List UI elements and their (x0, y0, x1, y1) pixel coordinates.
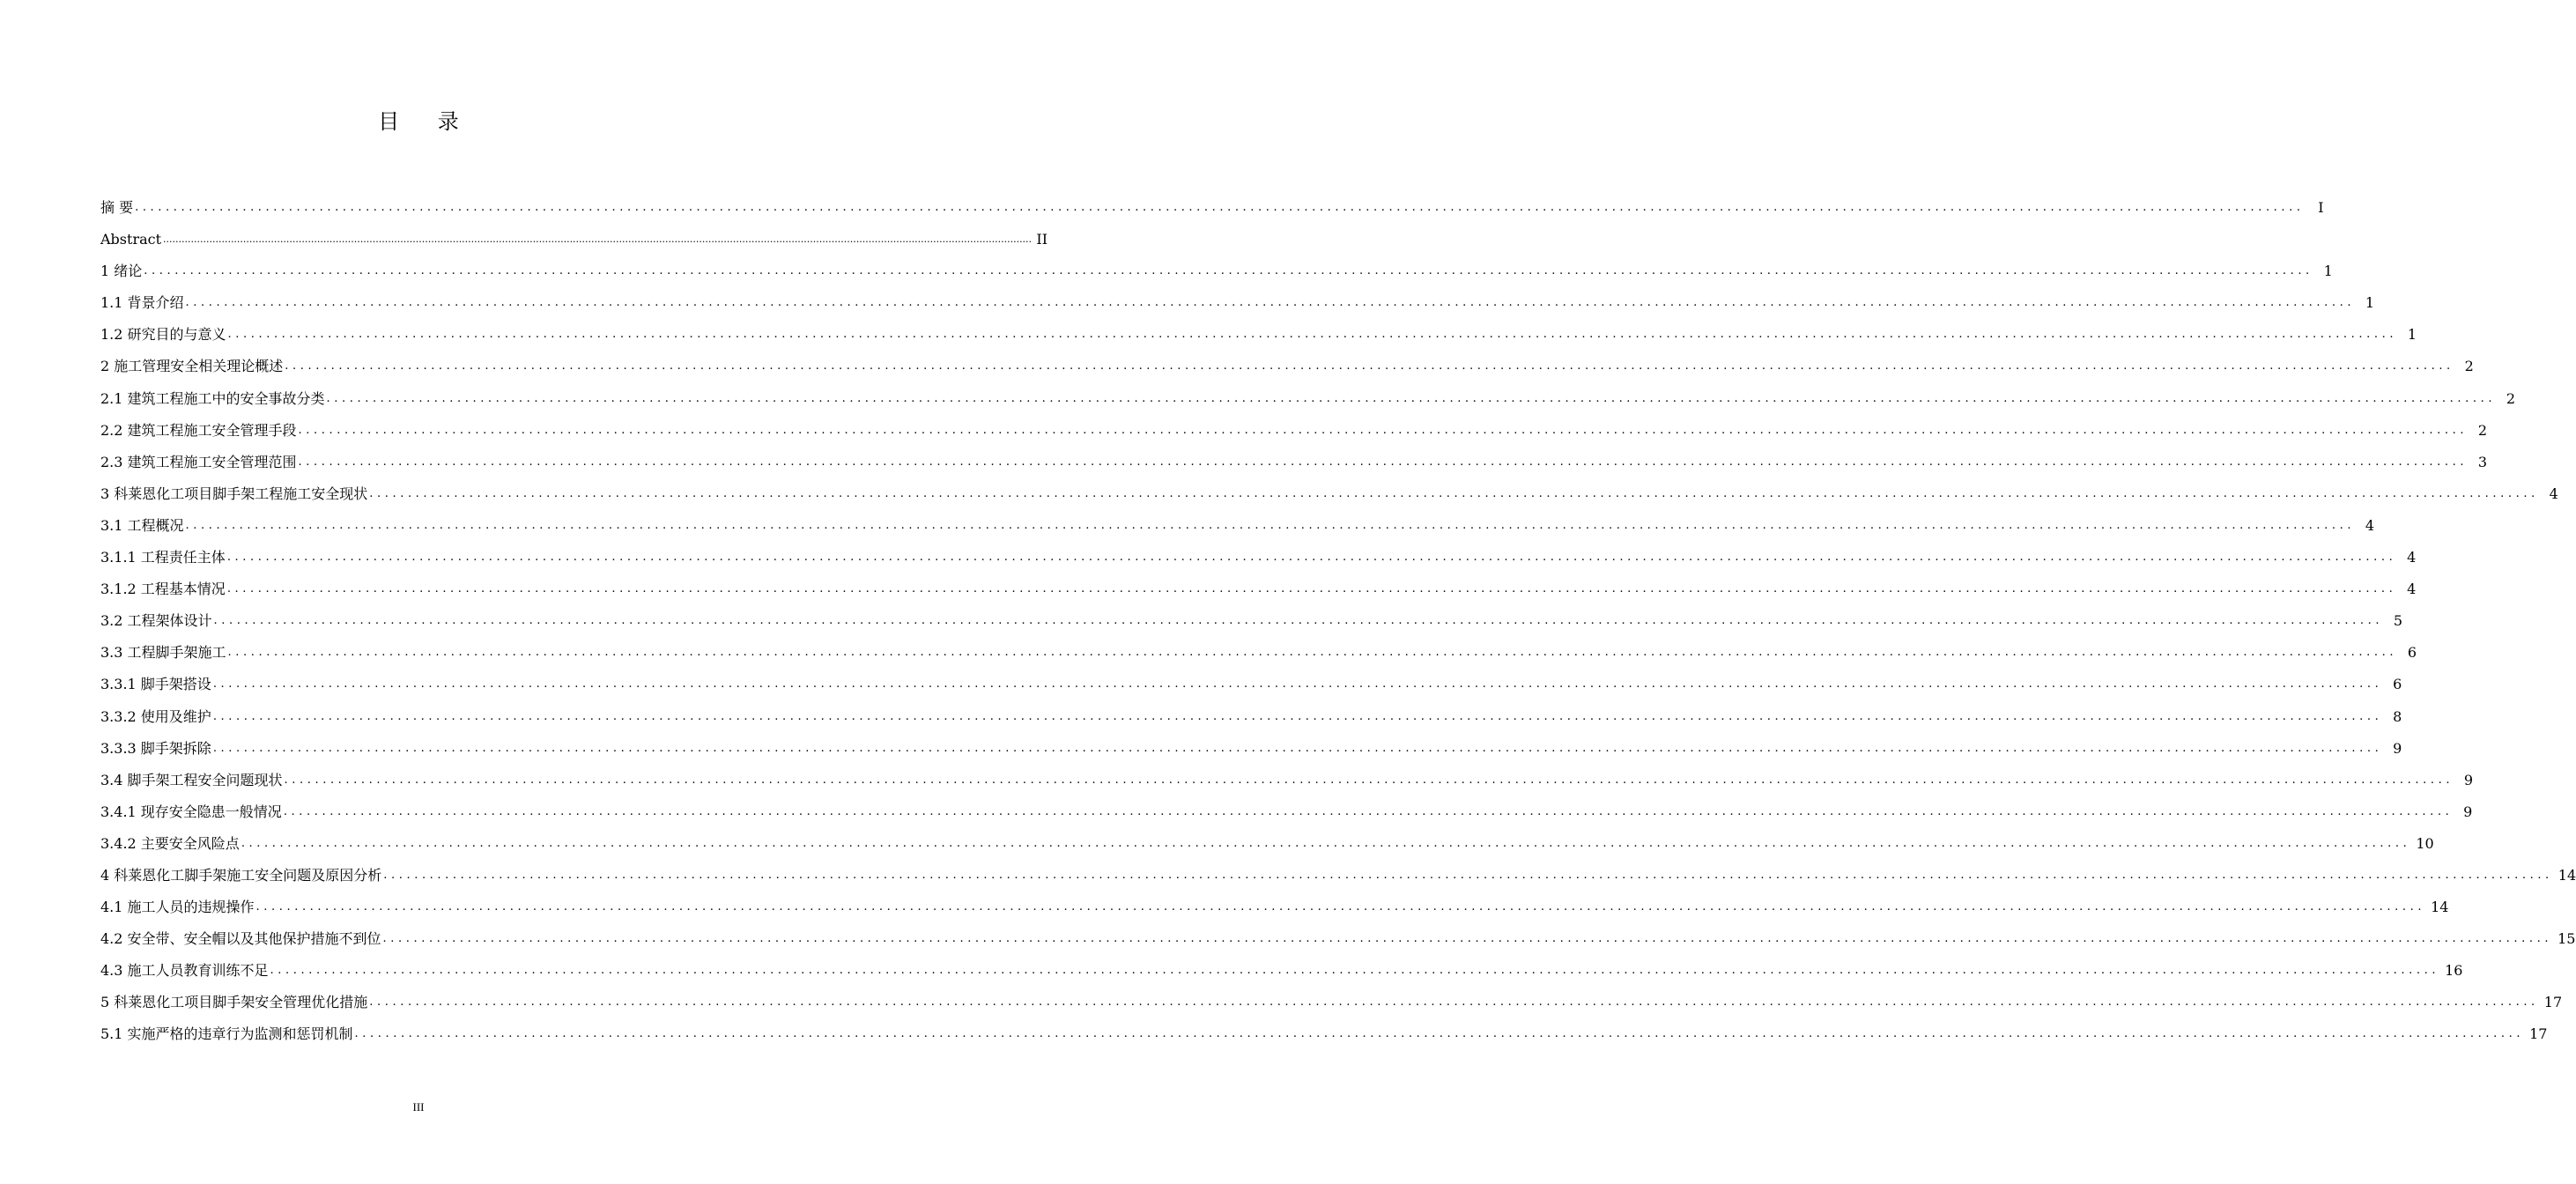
toc-entry[interactable] (100, 693, 2402, 725)
toc-entry-page-number: II (1036, 231, 1048, 248)
toc-entry-label: 1.1 背景介绍 (100, 294, 184, 312)
toc-entry-page-number: 4 (2407, 581, 2417, 598)
toc-entry[interactable] (100, 853, 2576, 884)
toc-leader-dots: .......................................................................................................................................................................................................................................................................................... (326, 391, 2497, 405)
toc-entry-page-number: 17 (2543, 994, 2563, 1011)
toc-leader-dots: .......................................................................................................................................................................................................................................................................................... (226, 551, 2397, 565)
toc-entry-page-number: 14 (2431, 899, 2449, 916)
toc-entry-page-number: 5 (2393, 612, 2403, 630)
toc-entry[interactable] (100, 789, 2473, 821)
toc-entry-label: 3.2 工程架体设计 (100, 612, 212, 630)
toc-entry[interactable] (100, 312, 2417, 344)
toc-entry[interactable] (100, 821, 2434, 853)
toc-leader-dots: .......................................................................................................................................................................................................................................................................................... (270, 964, 2440, 978)
toc-entry-label: Abstract (100, 231, 162, 248)
toc-entry-page-number: 6 (2393, 676, 2402, 693)
toc-entry-label: 4.1 施工人员的违规操作 (100, 899, 255, 916)
toc-entry[interactable] (100, 248, 2333, 280)
toc-leader-dots: .......................................................................................................................................................................................................................................................................................... (255, 900, 2426, 914)
toc-entry-page-number: 14 (2557, 866, 2576, 884)
toc-entry[interactable] (100, 980, 2563, 1011)
toc-entry-page-number: 17 (2529, 1025, 2548, 1043)
toc-entry[interactable] (100, 375, 2516, 407)
toc-entry-label: 4 科莱恩化工脚手架施工安全问题及原因分析 (100, 866, 382, 884)
toc-leader-dots: .......................................................................................................................................................................................................................................................................................... (298, 423, 2469, 437)
toc-entry[interactable] (100, 1011, 2548, 1043)
toc-entry-label: 4.3 施工人员教育训练不足 (100, 962, 269, 980)
toc-entry-page-number: 15 (2557, 930, 2576, 948)
toc-entry-page-number: 2 (2464, 358, 2474, 375)
toc-entry[interactable] (100, 280, 2375, 312)
toc-entry-page-number: 9 (2393, 739, 2402, 757)
toc-entry[interactable] (100, 758, 2474, 789)
toc-entry-page-number: I (2318, 199, 2324, 216)
toc-leader-dots: .......................................................................................................................................................................................................................................................................................... (212, 677, 2383, 692)
toc-entry-label: 1.2 研究目的与意义 (100, 326, 226, 344)
toc-entry-label: 3.1.1 工程责任主体 (100, 549, 226, 566)
toc-entry-page-number: 9 (2463, 771, 2474, 788)
toc-entry-label: 3.3.3 脚手架拆除 (100, 739, 211, 757)
toc-entry-label: 5.1 实施严格的违章行为监测和惩罚机制 (100, 1025, 353, 1043)
toc-leader-dots: .......................................................................................................................................................................................................................................................................................... (241, 836, 2411, 850)
toc-entry-label: 3.1 工程概况 (100, 516, 184, 534)
toc-entry-page-number: 1 (2407, 326, 2417, 344)
toc-entry-page-number: 2 (2477, 421, 2488, 439)
toc-entry[interactable] (100, 408, 2488, 440)
toc-leader-dots: .......................................................................................................................................................................................................................................................................................... (144, 264, 2313, 278)
toc-entry-label: 摘 要 (100, 199, 134, 216)
toc-entry-page-number: 4 (2549, 485, 2558, 502)
toc-leader-dots: .......................................................................................................................................................................................................................................................................................... (163, 233, 1033, 246)
toc-entry-page-number: 1 (2323, 263, 2333, 280)
toc-leader-dots: .......................................................................................................................................................................................................................................................................................... (284, 773, 2454, 787)
toc-leader-dots: .......................................................................................................................................................................................................................................................................................... (369, 486, 2539, 500)
toc-entry-label: 2.1 建筑工程施工中的安全事故分类 (100, 389, 325, 407)
toc-entry-label: 2.2 建筑工程施工安全管理手段 (100, 421, 297, 439)
toc-entry[interactable] (100, 884, 2449, 916)
toc-entry-page-number: 3 (2477, 453, 2488, 470)
toc-entry[interactable] (100, 598, 2403, 630)
toc-entry-page-number: 2 (2506, 389, 2516, 407)
toc-entry[interactable] (100, 630, 2417, 662)
toc-entry-label: 2 施工管理安全相关理论概述 (100, 358, 284, 375)
toc-leader-dots: .......................................................................................................................................................................................................................................................................................... (369, 995, 2539, 1010)
toc-leader-dots: .......................................................................................................................................................................................................................................................................................... (298, 455, 2469, 469)
toc-leader-dots: .......................................................................................................................................................................................................................................................................................... (185, 296, 2356, 310)
toc-entry-label: 2.3 建筑工程施工安全管理范围 (100, 453, 297, 470)
toc-entry-label: 3.1.2 工程基本情况 (100, 581, 226, 598)
toc-entry-page-number: 6 (2407, 644, 2417, 662)
toc-leader-dots: .......................................................................................................................................................................................................................................................................................... (226, 582, 2397, 596)
toc-entry-label: 3.4 脚手架工程安全问题现状 (100, 771, 283, 788)
toc-entry-label: 3.3.2 使用及维护 (100, 707, 211, 725)
toc-leader-dots: .......................................................................................................................................................................................................................................................................................... (285, 359, 2454, 374)
toc-entry-page-number: 4 (2365, 516, 2375, 534)
toc-entry-page-number: 9 (2463, 803, 2473, 820)
toc-entry-label: 3.4.2 主要安全风险点 (100, 834, 240, 852)
toc-entry[interactable] (100, 662, 2402, 693)
toc-leader-dots: .......................................................................................................................................................................................................................................................................................... (383, 868, 2553, 882)
toc-leader-dots: .......................................................................................................................................................................................................................................................................................... (227, 328, 2398, 342)
toc-entry[interactable] (100, 344, 2474, 375)
toc-entry-page-number: 4 (2407, 549, 2417, 566)
toc-leader-dots: .......................................................................................................................................................................................................................................................................................... (227, 646, 2398, 660)
toc-leader-dots: .......................................................................................................................................................................................................................................................................................... (213, 614, 2384, 628)
table-of-contents (100, 181, 2576, 1043)
toc-entry-label: 3 科莱恩化工项目脚手架工程施工安全现状 (100, 485, 368, 502)
toc-leader-dots: .......................................................................................................................................................................................................................................................................................... (212, 741, 2383, 755)
toc-entry-label: 3.4.1 现存安全隐患一般情况 (100, 803, 282, 820)
toc-entry-page-number: 10 (2416, 834, 2434, 852)
toc-leader-dots: .......................................................................................................................................................................................................................................................................................... (283, 804, 2454, 818)
toc-entry[interactable] (100, 503, 2375, 535)
toc-entry[interactable] (100, 181, 2324, 217)
toc-entry[interactable] (100, 948, 2463, 980)
footer-page-number: III (412, 1100, 425, 1114)
toc-leader-dots: .......................................................................................................................................................................................................................................................................................... (185, 518, 2356, 532)
toc-entry[interactable] (100, 916, 2576, 948)
toc-entry[interactable] (100, 726, 2402, 758)
toc-entry-page-number: 8 (2393, 707, 2402, 725)
toc-entry-label: 5 科莱恩化工项目脚手架安全管理优化措施 (100, 994, 368, 1011)
toc-leader-dots: .......................................................................................................................................................................................................................................................................................... (135, 201, 2305, 214)
toc-entry-label: 3.3.1 脚手架搭设 (100, 676, 211, 693)
toc-entry-label: 4.2 安全带、安全帽以及其他保护措施不到位 (100, 930, 381, 948)
toc-leader-dots: .......................................................................................................................................................................................................................................................................................... (354, 1027, 2525, 1041)
toc-entry[interactable] (100, 440, 2488, 471)
toc-entry[interactable] (100, 535, 2417, 566)
toc-entry-label: 3.3 工程脚手架施工 (100, 644, 226, 662)
toc-title: 目 录 (378, 109, 475, 134)
toc-entry[interactable] (100, 566, 2417, 598)
toc-entry-page-number: 1 (2365, 294, 2375, 312)
toc-entry[interactable] (100, 471, 2558, 503)
toc-entry-label: 1 绪论 (100, 263, 143, 280)
toc-leader-dots: .......................................................................................................................................................................................................................................................................................... (212, 709, 2383, 723)
toc-entry-page-number: 16 (2445, 962, 2463, 980)
toc-leader-dots: .......................................................................................................................................................................................................................................................................................... (382, 932, 2553, 946)
toc-entry[interactable] (100, 217, 1048, 248)
